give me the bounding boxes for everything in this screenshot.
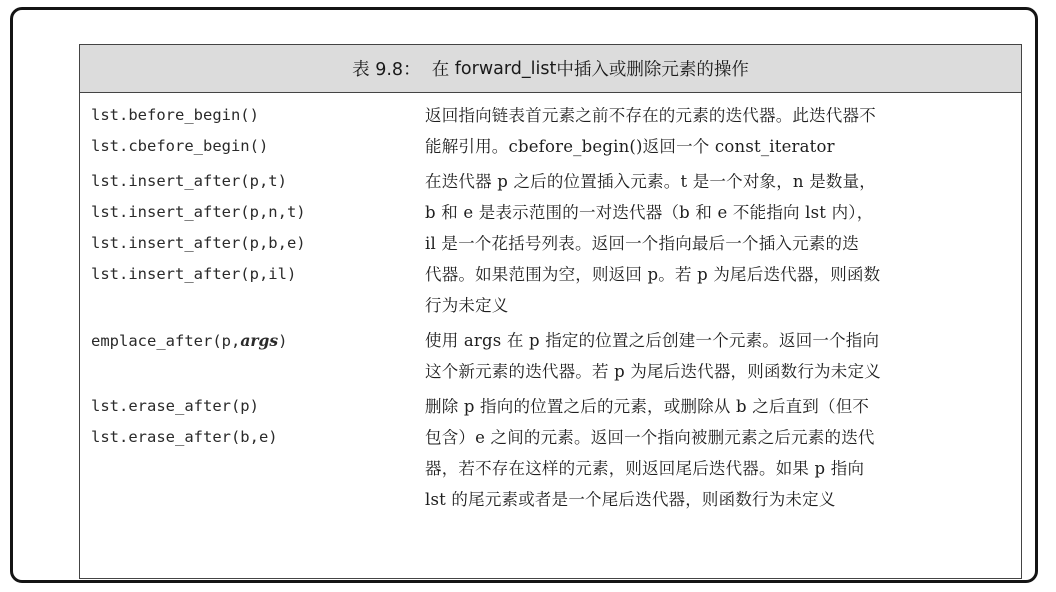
description-line: b 和 e 是表示范围的一对迭代器（b 和 e 不能指向 lst 内）， <box>425 203 874 222</box>
description-line: 能解引用。cbefore_begin()返回一个 const_iterator <box>425 137 835 156</box>
description-line: 行为未定义 <box>425 296 509 315</box>
table-body <box>80 93 1021 515</box>
caption-prefix: 表 9.8 <box>352 60 404 80</box>
description-line: 这个新元素的迭代器。若 p 为尾后迭代器，则函数行为未定义 <box>425 362 881 381</box>
operation-text: lst.insert_after(p,il) <box>91 265 297 283</box>
description-line: 在迭代器 p 之后的位置插入元素。t 是一个对象，n 是数量， <box>425 172 876 191</box>
table-row-before-begin <box>80 100 1021 162</box>
description-cell <box>425 325 1019 387</box>
caption-suffix: 中插入或删除元素的操作 <box>556 60 749 80</box>
page-frame <box>10 7 1038 583</box>
caption-separator: ： 在 <box>403 60 455 80</box>
operation-arg: args <box>240 331 279 350</box>
operation-text: lst.insert_after(p,t) <box>91 172 287 190</box>
table-caption <box>80 45 1021 93</box>
caption-code: forward_list <box>454 58 557 79</box>
table-row-insert-after <box>80 166 1021 321</box>
table-row-emplace-after <box>80 325 1021 387</box>
description-line: il 是一个花括号列表。返回一个指向最后一个插入元素的迭 <box>425 234 859 253</box>
operation-text: lst.insert_after(p,n,t) <box>91 203 306 221</box>
operation-text: lst.before_begin() <box>91 106 259 124</box>
operation-text: lst.erase_after(p) <box>91 397 259 415</box>
description-line: 代器。如果范围为空，则返回 p。若 p 为尾后迭代器，则函数 <box>425 265 881 284</box>
operation-text: lst.insert_after(p,b,e) <box>91 234 306 252</box>
operation-cell <box>80 100 425 162</box>
description-line: lst 的尾元素或者是一个尾后迭代器，则函数行为未定义 <box>425 490 836 509</box>
operation-text: lst.erase_after(b,e) <box>91 428 278 446</box>
description-line: 删除 p 指向的位置之后的元素，或删除从 b 之后直到（但不 <box>425 397 870 416</box>
operation-prefix: emplace_after(p, <box>91 332 241 350</box>
operation-cell <box>80 325 425 387</box>
description-cell <box>425 391 1019 515</box>
operation-text: lst.cbefore_begin() <box>91 137 269 155</box>
description-cell <box>425 166 1019 321</box>
description-line: 使用 args 在 p 指定的位置之后创建一个元素。返回一个指向 <box>425 331 880 350</box>
operation-cell <box>80 166 425 321</box>
description-line: 包含）e 之间的元素。返回一个指向被删元素之后元素的迭代 <box>425 428 875 447</box>
operation-cell <box>80 391 425 515</box>
operations-table <box>79 44 1022 579</box>
description-cell <box>425 100 1019 162</box>
description-line: 器，若不存在这样的元素，则返回尾后迭代器。如果 p 指向 <box>425 459 865 478</box>
operation-text <box>91 325 425 356</box>
description-line: 返回指向链表首元素之前不存在的元素的迭代器。此迭代器不 <box>425 106 876 125</box>
operation-suffix: ) <box>278 332 288 350</box>
table-row-erase-after <box>80 391 1021 515</box>
